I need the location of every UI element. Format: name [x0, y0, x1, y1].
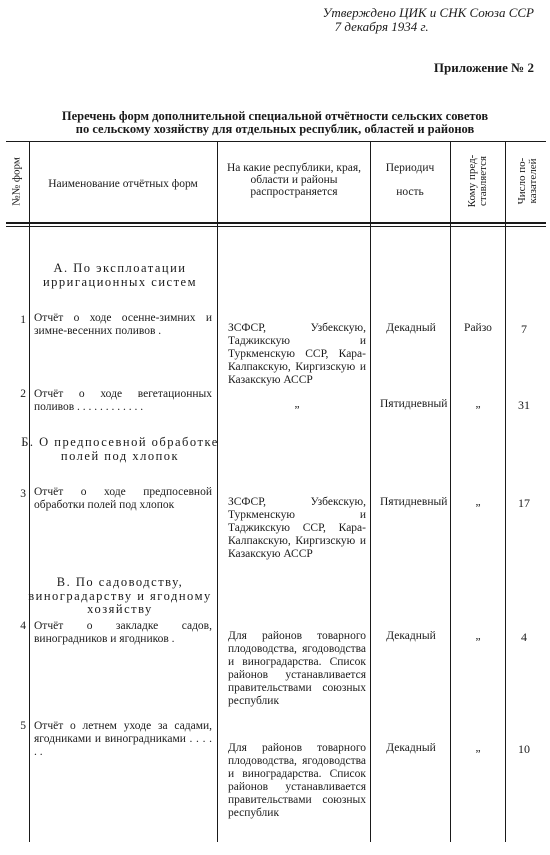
row-1-count: 7	[521, 322, 527, 336]
table-top-rule	[6, 141, 546, 142]
header-name: Наименование отчётных форм	[48, 178, 198, 190]
row-2-whom: „	[475, 398, 481, 410]
row-3-number: 3	[20, 488, 26, 500]
row-3-name: Отчёт о ходе предпосевной обработки полей под хлопок	[34, 486, 212, 511]
row-4-whom: „	[475, 630, 481, 642]
row-5-name: Отчёт о летнем уходе за садами, ягодниками и виноградниками . . . . . .	[34, 720, 212, 758]
row-1-regions: ЗСФСР, Узбекскую, Таджикскую и Туркменскую ССР, Кара-Калпакскую, Киргизскую и Казакскую АССР	[228, 322, 366, 386]
row-3-regions: ЗСФСР, Узбекскую, Туркменскую и Таджикскую ССР, Кара-Калпакскую, Киргизскую и Казакскую АССР	[228, 496, 366, 560]
header-count-line-1: Число по-	[516, 157, 528, 205]
approval-line-2: 7 декабря 1934 г.	[334, 19, 429, 34]
header-number: №№ форм	[10, 157, 23, 206]
header-period-line-1: Периодич	[385, 162, 435, 174]
appendix-label: Приложение № 2	[433, 60, 534, 75]
col-divider-5	[505, 142, 506, 842]
table-header-rule-thin	[6, 226, 546, 227]
header-period-line-2: ность	[396, 186, 424, 198]
header-period	[372, 162, 448, 198]
row-3-whom: „	[475, 496, 481, 508]
row-1-number: 1	[20, 314, 26, 326]
col-divider-1	[29, 142, 30, 842]
section-a-heading: А. По эксплоатации ирригационных систем	[42, 261, 198, 289]
row-3-count: 17	[518, 496, 530, 510]
header-count-line-2: казателей	[527, 158, 539, 204]
row-1-period: Декадный	[386, 322, 436, 334]
row-5-number: 5	[20, 720, 26, 732]
title-line-2: по сельскому хозяйству для отдельных республик, областей и районов	[75, 122, 475, 136]
row-4-period: Декадный	[386, 630, 436, 642]
col-divider-4	[450, 142, 451, 842]
row-5-period: Декадный	[386, 742, 436, 754]
table-header-rule	[6, 222, 546, 224]
section-b-heading: Б. О предпосевной обработке полей под хлопок	[21, 435, 219, 463]
header-count	[517, 143, 539, 219]
row-2-name: Отчёт о ходе вегетационных поливов . . . . . . . . . . . .	[34, 388, 212, 413]
row-5-count: 10	[518, 742, 530, 756]
col-divider-3	[370, 142, 371, 842]
approval-stamp	[323, 6, 534, 34]
row-5-whom: „	[475, 742, 481, 754]
row-3-period: Пятидневный	[380, 496, 448, 508]
col-divider-2	[217, 142, 218, 842]
row-1-whom: Райзо	[464, 322, 492, 334]
row-2-count: 31	[518, 398, 530, 412]
row-1-name: Отчёт о ходе осенне-зимних и зимне-весенних поливов .	[34, 312, 212, 337]
title-line-1: Перечень форм дополнительной специальной отчётности сельских советов	[61, 109, 489, 123]
row-5-regions: Для районов товарного плодоводства, ягодоводства и виноградарства. Список районов устанавливается правительствами союзных республик	[228, 742, 366, 819]
row-4-count: 4	[521, 630, 527, 644]
row-2-number: 2	[20, 388, 26, 400]
header-whom-line-1: Кому пред-	[466, 154, 478, 208]
section-v-heading: В. По садоводству, виноградарству и ягодному хозяйству	[28, 575, 212, 616]
row-2-regions: „	[294, 398, 300, 410]
row-4-number: 4	[20, 620, 26, 632]
row-2-period: Пятидневный	[380, 398, 448, 410]
header-regions: На какие республики, края, области и районы распространяется	[226, 162, 362, 198]
header-whom	[467, 143, 489, 219]
row-4-regions: Для районов товарного плодоводства, ягодоводства и виноградарства. Список районов устанавливается правительствами союзных республик	[228, 630, 366, 707]
row-4-name: Отчёт о закладке садов, виноградников и ягодников .	[34, 620, 212, 645]
header-whom-line-2: ставляется	[477, 155, 489, 207]
page-title	[0, 110, 550, 136]
approval-line-1: Утверждено ЦИК и СНК Союза ССР	[322, 5, 534, 20]
